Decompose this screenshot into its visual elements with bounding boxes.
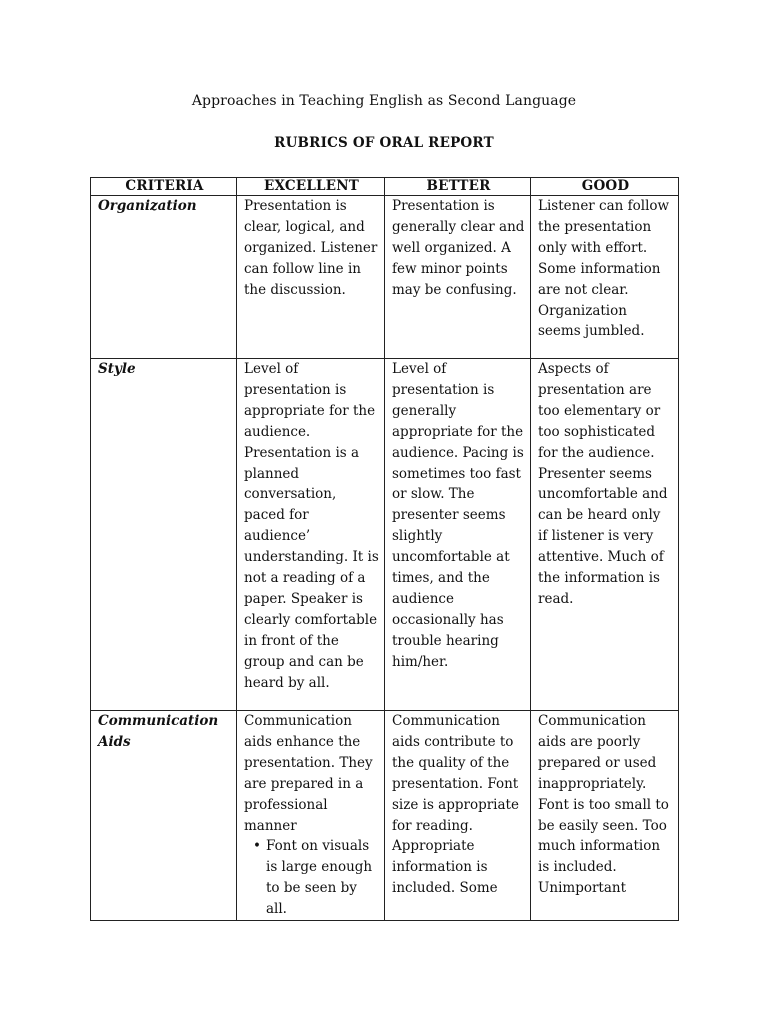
excellent-text: Communication aids enhance the presentation. They are prepared in a professional manner [244, 713, 373, 834]
course-title: Approaches in Teaching English as Second Language [191, 93, 577, 109]
good-cell: Listener can follow the presentation only with effort. Some information are not clear. Organization seems jumbled. [531, 196, 679, 359]
bullet-item [253, 836, 379, 920]
table-header-row [91, 178, 679, 196]
better-cell: Presentation is generally clear and well organized. A few minor points may be confusing. [385, 196, 531, 359]
criterion-cell: Style [91, 359, 237, 711]
good-cell: Aspects of presentation are too elementary or too sophisticated for the audience. Presenter seems uncomfortable and can be heard only if listener is very attentive. Much of the information is read. [531, 359, 679, 711]
excellent-cell [237, 711, 385, 921]
column-header-excellent: EXCELLENT [237, 178, 385, 196]
excellent-cell: Presentation is clear, logical, and organized. Listener can follow line in the discussion. [237, 196, 385, 359]
table-row [91, 711, 679, 921]
bullet-list [244, 836, 379, 920]
column-header-criteria: CRITERIA [91, 178, 237, 196]
table-row [91, 196, 679, 359]
better-cell: Communication aids contribute to the quality of the presentation. Font size is appropriate for reading. Appropriate information is included. Some [385, 711, 531, 921]
bullet-icon: • [253, 838, 261, 855]
bullet-text: Font on visuals is large enough to be seen by all. [266, 838, 373, 918]
excellent-cell: Level of presentation is appropriate for the audience. Presentation is a planned conversation, paced for audience’ understanding. It is not a reading of a paper. Speaker is clearly comfortable in front of the group and can be heard by all. [237, 359, 385, 711]
better-cell: Level of presentation is generally appropriate for the audience. Pacing is sometimes too fast or slow. The presenter seems slightly uncomfortable at times, and the audience occasionally has trouble hearing him/her. [385, 359, 531, 711]
criterion-cell: Communication Aids [91, 711, 237, 921]
criterion-cell: Organization [91, 196, 237, 359]
rubric-title: RUBRICS OF ORAL REPORT [274, 135, 494, 151]
rubric-table [90, 177, 679, 921]
column-header-better: BETTER [385, 178, 531, 196]
column-header-good: GOOD [531, 178, 679, 196]
good-cell: Communication aids are poorly prepared or used inappropriately. Font is too small to be easily seen. Too much information is included. Unimportant [531, 711, 679, 921]
table-row [91, 359, 679, 711]
